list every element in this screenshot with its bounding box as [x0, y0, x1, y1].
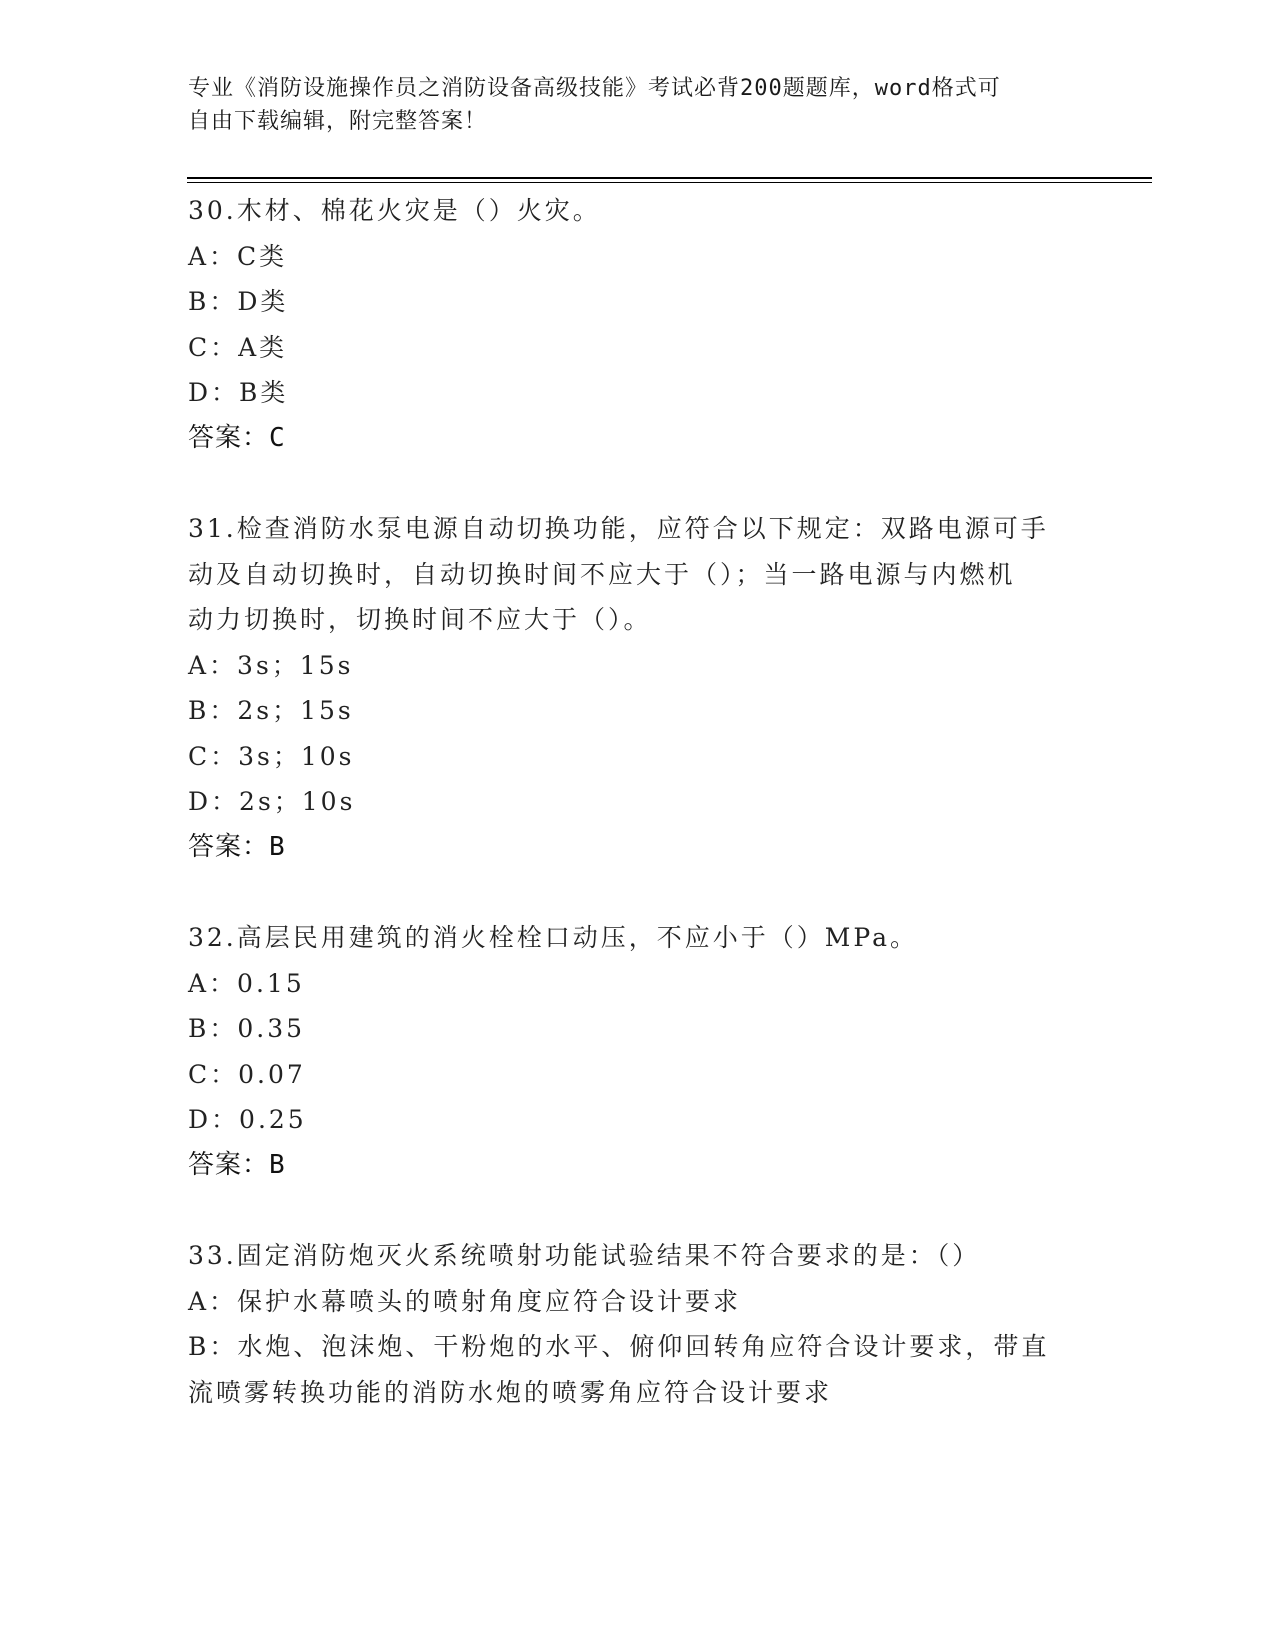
answer-label: 答案：B: [188, 1149, 286, 1180]
option-a: A：0.15: [188, 968, 305, 998]
header-line-2: 自由下载编辑，附完整答案！: [188, 109, 488, 134]
option-a: A：3s；15s: [188, 650, 354, 680]
option-b: B：D类: [188, 287, 289, 316]
option-b: B：2s；15s: [188, 696, 354, 725]
option-a: A：C类: [188, 241, 288, 271]
answer-label: 答案：C: [188, 422, 286, 453]
question-32: [188, 915, 1088, 1188]
question-number: 33.: [188, 1241, 237, 1270]
spacer: [188, 461, 1088, 506]
question-text: 木材、棉花火灾是（）火灾。: [236, 196, 601, 225]
question-31: [188, 506, 1088, 870]
question-stem-line-1: 31.检查消防水泵电源自动切换功能，应符合以下规定：双路电源可手: [188, 514, 1049, 543]
header-line-1: 专业《消防设施操作员之消防设备高级技能》考试必背200题题库，word格式可: [188, 76, 1001, 101]
question-30: [188, 188, 1088, 461]
question-33: [188, 1233, 1088, 1415]
answer-label: 答案：B: [188, 831, 286, 862]
question-list: [188, 188, 1088, 1415]
option-b: B：水炮、泡沫炮、干粉炮的水平、俯仰回转角应符合设计要求，带直: [188, 1332, 1050, 1361]
question-text: 固定消防炮灭火系统喷射功能试验结果不符合要求的是：（）: [236, 1241, 981, 1270]
option-d: D：B类: [188, 378, 289, 407]
spacer: [188, 870, 1088, 915]
option-b-continued: 流喷雾转换功能的消防水炮的喷雾角应符合设计要求: [188, 1377, 833, 1407]
question-stem: [188, 1233, 1088, 1279]
question-stem-line-2: 动及自动切换时，自动切换时间不应大于（）；当一路电源与内燃机: [188, 559, 1016, 589]
option-c: C：A类: [188, 332, 288, 362]
option-a: A：保护水幕喷头的喷射角度应符合设计要求: [188, 1286, 742, 1316]
question-stem-line-3: 动力切换时，切换时间不应大于（）。: [188, 605, 652, 634]
question-stem: [188, 188, 1088, 234]
header-divider-thick: [187, 177, 1152, 179]
question-number: 32.: [188, 923, 237, 952]
option-c: C：0.07: [188, 1059, 306, 1089]
header-divider-thin: [187, 182, 1152, 183]
option-d: D：0.25: [188, 1105, 307, 1134]
option-d: D：2s；10s: [188, 787, 356, 816]
option-c: C：3s；10s: [188, 741, 355, 771]
spacer: [188, 1188, 1088, 1233]
question-stem: [188, 915, 1088, 961]
option-b: B：0.35: [188, 1014, 306, 1043]
document-header: [188, 72, 1088, 138]
question-text: 高层民用建筑的消火栓栓口动压，不应小于（）MPa。: [236, 923, 918, 952]
question-number: 30.: [188, 196, 237, 225]
